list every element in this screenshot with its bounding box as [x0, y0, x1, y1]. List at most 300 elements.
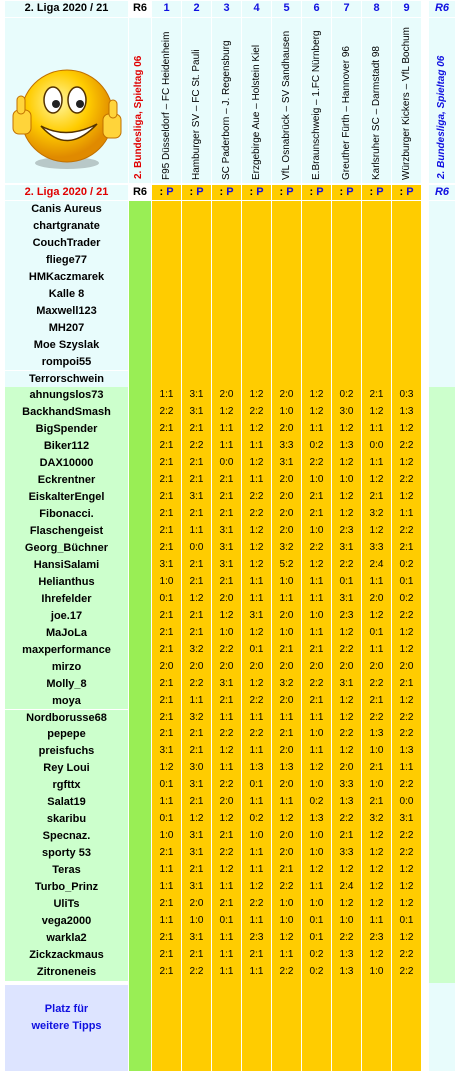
points-letter: P [256, 186, 264, 198]
tip-cell: 1:2 [249, 457, 264, 469]
tip-cell: 1:2 [219, 406, 234, 418]
tip-cell: 3:0 [189, 762, 204, 774]
tip-cell: 2:2 [279, 881, 294, 892]
tip-cell: 1:0 [309, 728, 324, 740]
tip-cell: 1:1 [309, 423, 324, 435]
tip-cell: 2:0 [219, 592, 234, 604]
tip-cell: 2:0 [279, 508, 294, 520]
match-title: Karlsruher SC – Darmstadt 98 [371, 46, 382, 180]
tip-cell: 3:1 [339, 677, 354, 689]
tip-cell: 2:0 [189, 660, 204, 672]
player-name: Moe Szyslak [5, 337, 128, 354]
tip-cell: 1:0 [369, 745, 384, 757]
tip-cell: 0:0 [399, 796, 414, 808]
tip-cell: 2:1 [189, 626, 204, 638]
tip-cell: 0:1 [249, 779, 264, 791]
tip-cell: 2:1 [189, 558, 204, 570]
player-name: MH207 [5, 320, 128, 337]
player-name: MaJoLa [5, 625, 128, 642]
player-name: Canis Aureus [5, 201, 128, 218]
tip-cell: 3:1 [189, 406, 204, 418]
tip-cell: 1:3 [339, 965, 354, 977]
tip-cell: 2:0 [279, 423, 294, 435]
tip-cell: 3:1 [219, 677, 234, 689]
player-name: joe.17 [5, 608, 128, 625]
match-title: F95 Düsseldorf – FC Heidenheim [161, 31, 172, 180]
tip-cell: 1:1 [219, 440, 234, 452]
tip-cell: 1:0 [309, 609, 324, 621]
tip-cell: 3:0 [339, 406, 354, 418]
tip-cell: 2:1 [189, 745, 204, 757]
tip-cell: 1:1 [219, 948, 234, 960]
tip-cell: 2:2 [399, 779, 414, 791]
match-title-cell [392, 18, 421, 183]
tip-cell: 2:2 [219, 847, 234, 859]
tip-cell: 2:2 [399, 474, 414, 486]
tip-cell: 3:1 [339, 592, 354, 604]
tip-cell: 1:2 [249, 525, 264, 537]
tip-cell: 3:3 [339, 779, 354, 791]
tip-cell: 2:1 [249, 948, 264, 960]
points-letter: P [226, 186, 234, 198]
player-name: HMKaczmarek [5, 269, 128, 286]
tip-cell: 1:2 [339, 457, 354, 469]
tip-cell: 2:2 [189, 677, 204, 689]
tip-cell: 0:1 [159, 779, 174, 791]
tip-cell: 3:1 [189, 847, 204, 859]
tip-cell: 2:0 [279, 525, 294, 537]
tip-cell: 3:1 [219, 558, 234, 570]
tip-cell: 2:1 [159, 965, 174, 977]
tip-cell: 2:0 [279, 660, 294, 672]
tip-cell: 2:2 [339, 728, 354, 740]
tip-cell: 2:2 [189, 965, 204, 977]
tip-cell: 0:2 [309, 796, 324, 808]
match-number: 8 [362, 1, 391, 17]
player-name: CouchTrader [5, 235, 128, 252]
side-title-right-text: 2. Bundesliga, Spieltag 06 [436, 55, 447, 179]
tip-cell: 2:2 [339, 813, 354, 825]
tip-cell: 1:1 [159, 389, 174, 401]
tip-cell: 1:1 [249, 864, 264, 876]
player-name: Zickzackmaus [5, 947, 128, 964]
match-title-cell [182, 18, 211, 183]
tip-cell: 2:1 [339, 830, 354, 842]
tip-cell: 2:4 [369, 558, 384, 570]
match-number: 3 [212, 1, 241, 17]
tip-cell: 2:1 [309, 491, 324, 503]
tip-cell: 1:2 [399, 626, 414, 638]
tip-cell: 3:1 [339, 542, 354, 553]
tip-cell: 1:2 [339, 626, 354, 638]
player-name: Specnaz. [5, 828, 128, 845]
player-name: Flaschengeist [5, 523, 128, 540]
tip-cell: 2:1 [159, 626, 174, 638]
player-name: Rey Loui [5, 760, 128, 777]
tip-cell: 1:2 [309, 389, 324, 401]
tip-cell: 1:3 [369, 728, 384, 740]
tip-cell: 1:2 [219, 813, 234, 825]
match-title: Greuther Fürth – Hannover 96 [341, 46, 352, 180]
tip-cell: 1:0 [279, 406, 294, 418]
tip-cell: 1:1 [249, 745, 264, 757]
match-number: 7 [332, 1, 361, 17]
points-letter: P [286, 186, 294, 198]
tip-cell: 1:2 [339, 508, 354, 520]
tip-cell: 2:1 [279, 643, 294, 655]
tip-cell: 3:3 [279, 440, 294, 452]
tip-cell: 1:2 [189, 813, 204, 825]
tip-cell: 1:1 [369, 643, 384, 655]
tip-cell: 2:1 [219, 508, 234, 520]
tip-cell: 0:2 [309, 948, 324, 960]
tip-cell: 2:0 [279, 830, 294, 842]
tip-cell: 0:2 [309, 440, 324, 452]
tip-cell: 3:1 [189, 830, 204, 842]
tip-cell: 1:1 [219, 965, 234, 977]
tip-cell: 2:0 [279, 847, 294, 859]
tip-cell: 2:1 [159, 609, 174, 621]
tip-cell: 0:1 [399, 575, 414, 587]
tip-cell: 0:1 [309, 914, 324, 926]
tip-cell: 2:1 [159, 474, 174, 486]
tip-cell: 1:2 [279, 931, 294, 943]
tip-cell: 1:0 [309, 474, 324, 486]
tip-cell: 1:2 [339, 897, 354, 909]
tip-cell: 2:1 [369, 694, 384, 706]
tip-cell: 2:1 [159, 542, 174, 553]
tip-cell: 2:2 [219, 728, 234, 740]
player-name: HansiSalami [5, 557, 128, 574]
tip-cell: 2:1 [189, 796, 204, 808]
tip-cell: 1:2 [309, 406, 324, 418]
tip-cell: 1:1 [159, 864, 174, 876]
side-title-right [429, 18, 455, 183]
tip-cell: 3:1 [399, 813, 414, 825]
player-name: Teras [5, 862, 128, 879]
tip-cell: 1:2 [339, 694, 354, 706]
round-column-bg [129, 201, 151, 1071]
tip-cell: 1:2 [339, 491, 354, 503]
tip-cell: 2:4 [339, 881, 354, 892]
tip-cell: 1:1 [249, 711, 264, 723]
tip-cell: 2:2 [399, 440, 414, 452]
tip-cell: 0:1 [309, 931, 324, 943]
tip-cell: 2:1 [369, 389, 384, 401]
tip-cell: 1:2 [399, 881, 414, 892]
match-number: 2 [182, 1, 211, 17]
tip-cell: 3:2 [369, 508, 384, 520]
tip-cell: 1:2 [249, 542, 264, 553]
tip-cell: 2:2 [399, 830, 414, 842]
tip-cell: 1:3 [309, 813, 324, 825]
tip-cell: 2:1 [219, 830, 234, 842]
tip-cell: 1:1 [249, 847, 264, 859]
tip-cell: 2:1 [399, 542, 414, 553]
tip-cell: 2:2 [249, 897, 264, 909]
tip-cell: 2:0 [279, 779, 294, 791]
tip-cell: 1:1 [219, 931, 234, 943]
tip-cell: 1:1 [159, 796, 174, 808]
tip-cell: 2:0 [189, 897, 204, 909]
tip-cell: 1:2 [399, 423, 414, 435]
tip-cell: 1:2 [339, 711, 354, 723]
tip-cell: 1:0 [279, 575, 294, 587]
player-name: Nordborusse68 [5, 710, 128, 727]
points-letter: P [346, 186, 354, 198]
points-label: : P [182, 185, 211, 200]
tip-cell: 0:2 [249, 813, 264, 825]
tip-cell: 2:1 [219, 474, 234, 486]
match-number: 6 [302, 1, 331, 17]
tip-cell: 1:1 [249, 575, 264, 587]
tip-cell: 1:2 [249, 677, 264, 689]
tip-cell: 1:2 [189, 592, 204, 604]
tip-cell: 1:3 [279, 762, 294, 774]
tip-cell: 0:1 [159, 813, 174, 825]
smiley-thumbs-up-icon [5, 18, 128, 183]
tip-cell: 0:2 [309, 965, 324, 977]
tip-cell: 1:1 [369, 914, 384, 926]
points-letter: P [376, 186, 384, 198]
tip-cell: 1:2 [159, 762, 174, 774]
tip-cell: 1:3 [399, 745, 414, 757]
points-label: : P [392, 185, 421, 200]
player-name: Salat19 [5, 794, 128, 811]
match-title: Erzgebirge Aue – Holstein Kiel [251, 44, 262, 180]
tip-cell: 2:2 [399, 728, 414, 740]
player-name: fliege77 [5, 252, 128, 269]
tip-cell: 5:2 [279, 558, 294, 570]
tip-cell: 2:1 [369, 796, 384, 808]
player-name: Zitroneneis [5, 964, 128, 981]
tip-cell: 2:0 [279, 745, 294, 757]
tip-cell: 3:1 [189, 931, 204, 943]
tip-cell: 1:2 [369, 406, 384, 418]
tip-cell: 2:0 [309, 660, 324, 672]
tip-cell: 2:3 [339, 609, 354, 621]
tip-cell: 2:2 [219, 643, 234, 655]
tip-cell: 1:1 [279, 711, 294, 723]
points-letter: P [406, 186, 414, 198]
player-name: BigSpender [5, 421, 128, 438]
tip-cell: 2:3 [369, 931, 384, 943]
tip-cell: 1:1 [159, 914, 174, 926]
tip-cell: 1:2 [369, 474, 384, 486]
tip-cell: 3:2 [189, 643, 204, 655]
tip-cell: 2:2 [159, 406, 174, 418]
player-name: Georg_Büchner [5, 540, 128, 557]
tip-cell: 2:1 [189, 457, 204, 469]
tip-cell: 1:2 [309, 558, 324, 570]
tip-cell: 2:2 [369, 677, 384, 689]
tip-cell: 2:0 [219, 796, 234, 808]
tip-cell: 3:1 [219, 525, 234, 537]
logo-area [5, 18, 128, 183]
tip-cell: 1:1 [159, 881, 174, 892]
tip-cell: 1:3 [339, 948, 354, 960]
player-name: maxperformance [5, 642, 128, 659]
tip-cell: 2:2 [399, 948, 414, 960]
tip-cell: 2:2 [249, 406, 264, 418]
tip-cell: 1:1 [249, 440, 264, 452]
tip-cell: 1:0 [309, 847, 324, 859]
points-label: : P [152, 185, 181, 200]
tip-cell: 2:2 [399, 525, 414, 537]
tip-cell: 1:1 [189, 525, 204, 537]
player-name: rompoi55 [5, 354, 128, 371]
tip-cell: 0:2 [399, 558, 414, 570]
player-name: Helianthus [5, 574, 128, 591]
tip-cell: 2:2 [399, 711, 414, 723]
tip-cell: 2:1 [159, 508, 174, 520]
tip-cell: 1:2 [219, 745, 234, 757]
tip-cell: 2:2 [249, 491, 264, 503]
tip-cell: 1:2 [309, 864, 324, 876]
match-title: SC Paderborn – J. Regensburg [221, 40, 232, 180]
tip-cell: 2:0 [369, 660, 384, 672]
tip-cell: 1:2 [399, 931, 414, 943]
tip-cell: 3:1 [249, 609, 264, 621]
tip-cell: 1:2 [399, 897, 414, 909]
points-label: : P [272, 185, 301, 200]
tip-cell: 2:0 [369, 592, 384, 604]
tip-cell: 1:2 [369, 847, 384, 859]
tip-cell: 1:1 [369, 423, 384, 435]
tip-cell: 1:0 [189, 914, 204, 926]
player-name: Molly_8 [5, 676, 128, 693]
player-name: pepepe [5, 726, 128, 743]
tip-cell: 1:1 [249, 965, 264, 977]
tip-cell: 2:0 [279, 694, 294, 706]
tip-cell: 2:1 [189, 728, 204, 740]
tip-cell: 2:1 [159, 423, 174, 435]
tip-cell: 2:0 [159, 660, 174, 672]
player-name: BackhandSmash [5, 404, 128, 421]
tip-cell: 2:1 [219, 491, 234, 503]
tip-cell: 2:1 [219, 575, 234, 587]
match-title: VfL Osnabrück – SV Sandhausen [281, 30, 292, 180]
tip-cell: 2:1 [159, 677, 174, 689]
tip-cell: 1:2 [399, 694, 414, 706]
tip-cell: 2:2 [249, 508, 264, 520]
tip-cell: 1:0 [279, 897, 294, 909]
player-name: preisfuchs [5, 743, 128, 760]
tip-cell: 1:1 [309, 626, 324, 638]
tip-cell: 2:2 [369, 711, 384, 723]
tip-cell: 2:0 [339, 660, 354, 672]
player-name: mirzo [5, 659, 128, 676]
tip-cell: 1:2 [279, 813, 294, 825]
tip-cell: 1:2 [249, 423, 264, 435]
tip-cell: 1:3 [339, 440, 354, 452]
round-label-second: R6 [129, 185, 151, 200]
tip-cell: 2:3 [249, 931, 264, 943]
match-title: E.Braunschweig – 1.FC Nürnberg [311, 30, 322, 180]
tip-cell: 2:2 [339, 558, 354, 570]
tip-cell: 0:1 [339, 575, 354, 587]
player-name: DAX10000 [5, 455, 128, 472]
match-title-cell [362, 18, 391, 183]
tip-cell: 3:1 [279, 457, 294, 469]
tip-cell: 1:1 [219, 762, 234, 774]
tip-cell: 1:1 [279, 948, 294, 960]
tip-cell: 0:0 [369, 440, 384, 452]
tip-cell: 2:0 [219, 389, 234, 401]
tip-cell: 3:1 [189, 881, 204, 892]
tip-cell: 0:3 [399, 389, 414, 401]
side-title-left-text: 2. Bundesliga, Spieltag 06 [133, 55, 144, 179]
match-title-cell [332, 18, 361, 183]
player-name: moya [5, 693, 128, 710]
tip-cell: 0:2 [339, 389, 354, 401]
match-title-cell [212, 18, 241, 183]
tip-cell: 2:2 [339, 643, 354, 655]
tip-cell: 2:1 [159, 525, 174, 537]
player-name: EiskalterEngel [5, 489, 128, 506]
tip-cell: 3:3 [339, 847, 354, 859]
tip-cell: 1:1 [249, 914, 264, 926]
tip-cell: 2:2 [309, 677, 324, 689]
tip-cell: 2:2 [309, 542, 324, 553]
tip-cell: 2:0 [279, 474, 294, 486]
tip-cell: 3:2 [369, 813, 384, 825]
tip-cell: 2:0 [279, 491, 294, 503]
tip-cell: 1:0 [369, 779, 384, 791]
tip-cell: 1:3 [339, 796, 354, 808]
tip-cell: 1:2 [369, 864, 384, 876]
tip-cell: 0:2 [399, 592, 414, 604]
tip-cell: 2:1 [369, 762, 384, 774]
tip-cell: 2:2 [309, 457, 324, 469]
tip-cell: 1:1 [399, 762, 414, 774]
tip-cell: 2:1 [219, 897, 234, 909]
match-title: Würzburger Kickers – VfL Bochum [401, 26, 412, 180]
player-name: warkla2 [5, 930, 128, 947]
tip-cell: 3:1 [219, 542, 234, 553]
tip-cell: 1:0 [339, 914, 354, 926]
match-number: 4 [242, 1, 271, 17]
points-letter: P [196, 186, 204, 198]
tip-cell: 1:2 [309, 762, 324, 774]
tip-cell: 1:2 [369, 525, 384, 537]
tip-cell: 2:1 [159, 711, 174, 723]
tip-cell: 1:0 [279, 914, 294, 926]
tip-cell: 1:1 [219, 423, 234, 435]
tip-cell: 2:1 [189, 423, 204, 435]
tip-cell: 2:1 [309, 643, 324, 655]
points-label: : P [242, 185, 271, 200]
side-title-left [129, 18, 151, 183]
tip-cell: 2:1 [159, 440, 174, 452]
tip-cell: 3:1 [189, 491, 204, 503]
player-name: ahnungslos73 [5, 387, 128, 404]
tip-cell: 1:1 [219, 881, 234, 892]
tip-cell: 2:2 [249, 728, 264, 740]
round-label: R6 [129, 1, 151, 17]
tip-cell: 1:2 [369, 609, 384, 621]
tip-cell: 1:1 [219, 711, 234, 723]
tip-cell: 3:1 [189, 389, 204, 401]
tip-cell: 1:2 [399, 643, 414, 655]
match-title-cell [272, 18, 301, 183]
points-label: : P [362, 185, 391, 200]
player-name: Fibonacci. [5, 506, 128, 523]
tip-cell: 1:0 [159, 575, 174, 587]
footer-placeholder [5, 985, 128, 1071]
tip-cell: 2:1 [189, 575, 204, 587]
points-letter: P [316, 186, 324, 198]
